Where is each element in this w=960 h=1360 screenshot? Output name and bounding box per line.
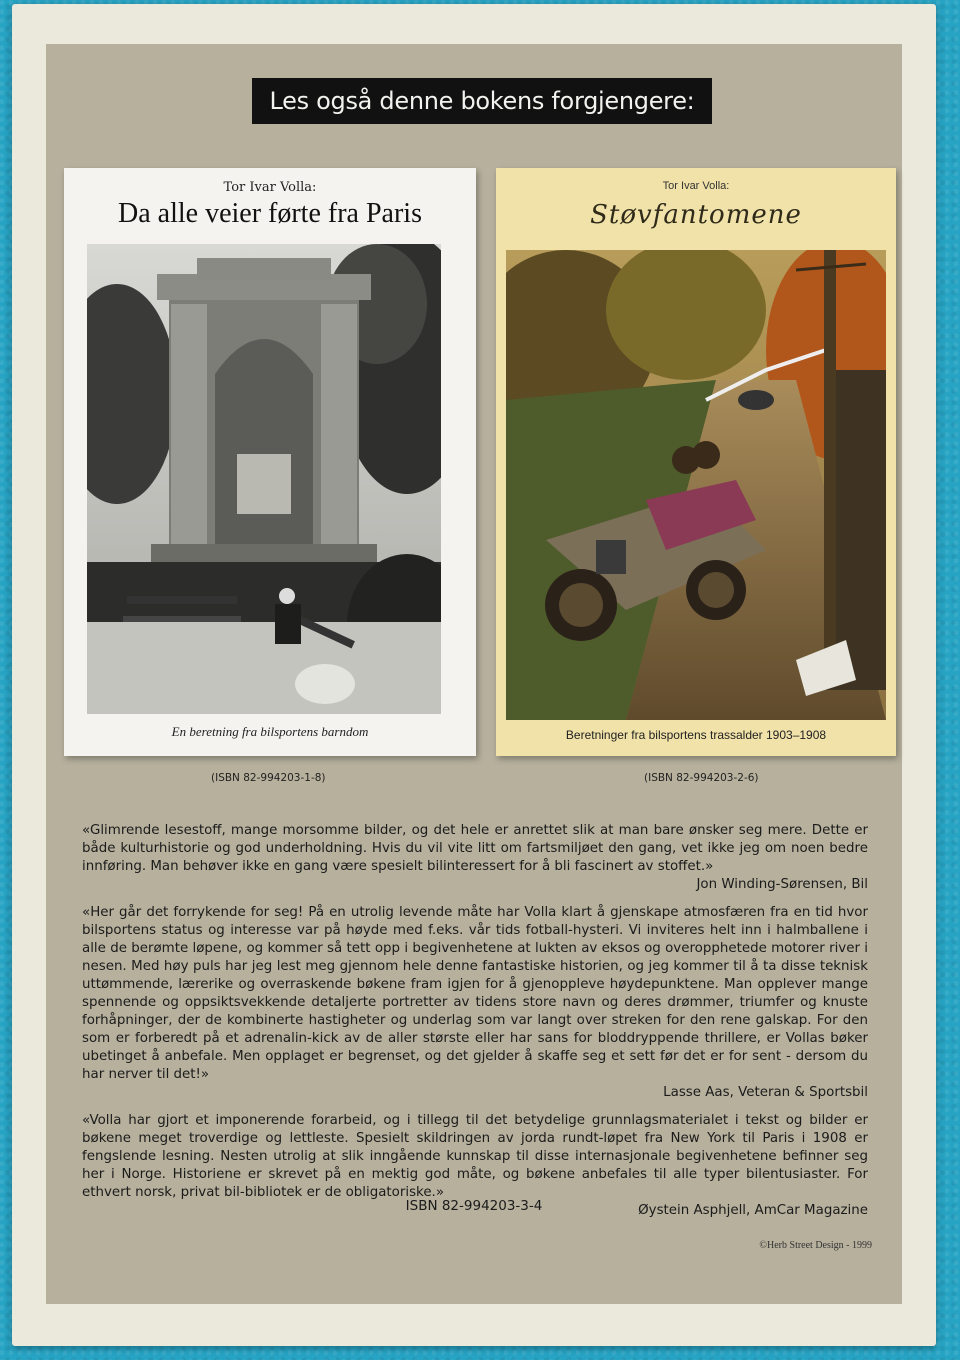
book-isbn: (ISBN 82-994203-1-8) [211,772,326,784]
header-banner [252,78,712,124]
monument-illustration [87,244,441,714]
review-source: Jon Winding-Sørensen, Bil [696,877,868,892]
header-title: Les også denne bokens forgjengere: [269,87,695,115]
review-source: Lasse Aas, Veteran & Sportsbil [663,1085,868,1100]
book-isbn: (ISBN 82-994203-2-6) [644,772,759,784]
review-source: Øystein Asphjell, AmCar Magazine [638,1203,868,1218]
review-quote [82,904,868,1102]
review-text: «Glimrende lesestoff, mange morsomme bilder, og det hele er anrettet slik at man bare ønsker seg mere. Dette er både kulturhistorie og god underholdning. Hvis du vil vite litt om fartsmiljøet den gang, vet ikke jeg om noen bedre innføring. Man behøver ikke en gang være spesielt bilinteressert for å bli fascinert av stoffet.» [82,823,868,874]
main-isbn: ISBN 82-994203-3-4 [405,1198,543,1214]
book-subtitle: En beretning fra bilsportens barndom [171,724,369,739]
book-author: Tor Ivar Volla: [223,180,317,195]
review-text: «Her går det forrykende for seg! På en utrolig levende måte har Volla klart å gjenskape atmosfæren fra en tid hvor bilsportens status og interesse var på høyde med f.eks. vår tids fotball-hysteri. Vi inviteres helt inn i halmballene i alle de berømte løpene, og kommer så tett opp i begivenhetene at lukten av eksos og overopphetede motorer river i nesen. Med høy puls har jeg lest meg gjennom hele denne fantastiske historien, og jeg kommer til å ta disse teknisk uttømmende, lærerike og overraskende bøkene fram igjen for å gjenoppleve høydepunktene. Man opplever mange spennende og oppsiktsvekkende detaljerte portretter av tidens store navn og deres drømmer, triumfer og knuste forhåpninger, der de kombinerte hastigheter og underlag som var langt over streken for den rene galskap. For den som er forberedt på et adrenalin-kick av de aller største eller har sans for bloddryppende thrillere, er Vollas bøker ubetinget å anbefale. Men opplaget er begrenset, og det gjelder å skaffe seg et sett før det er for sent - dersom du har nerver til det!» [82,905,868,1082]
content-panel [46,44,902,1304]
book-subtitle: Beretninger fra bilsportens trassalder 1903–1908 [565,728,827,742]
book-title: Da alle veier førte fra Paris [118,198,422,229]
race-painting [506,250,886,720]
review-text: «Volla har gjort et imponerende forarbeid, og i tillegg til det betydelige grunnlagsmaterialet i tekst og bilder er bøkene meget troverdige og lettleste. Spesielt skildringen av jorda rundt-løpet fra New York til Paris i 1908 er fengslende lesning. Nesten utrolig at slik inngående kunnskap til disse internasjonale begivenhetene befinner seg her i Norge. Historiene er skrevet på en mektig god måte, og bøkene anbefales til alle typer bilentusiaster. For ethvert norsk, privat bil-bibliotek er de obligatoriske.» [82,1113,868,1200]
flyer-sheet [12,4,936,1346]
reviews-section [82,822,868,1230]
book-cover-paris [64,168,476,756]
book-author: Tor Ivar Volla: [662,180,730,192]
copyright-notice: ©Herb Street Design - 1999 [759,1240,872,1251]
book-cover-stovfantomene [496,168,896,756]
race-car-illustration [506,250,886,720]
review-quote [82,822,868,894]
book-title: Støvfantomene [590,200,802,230]
monument-photo [87,244,441,714]
